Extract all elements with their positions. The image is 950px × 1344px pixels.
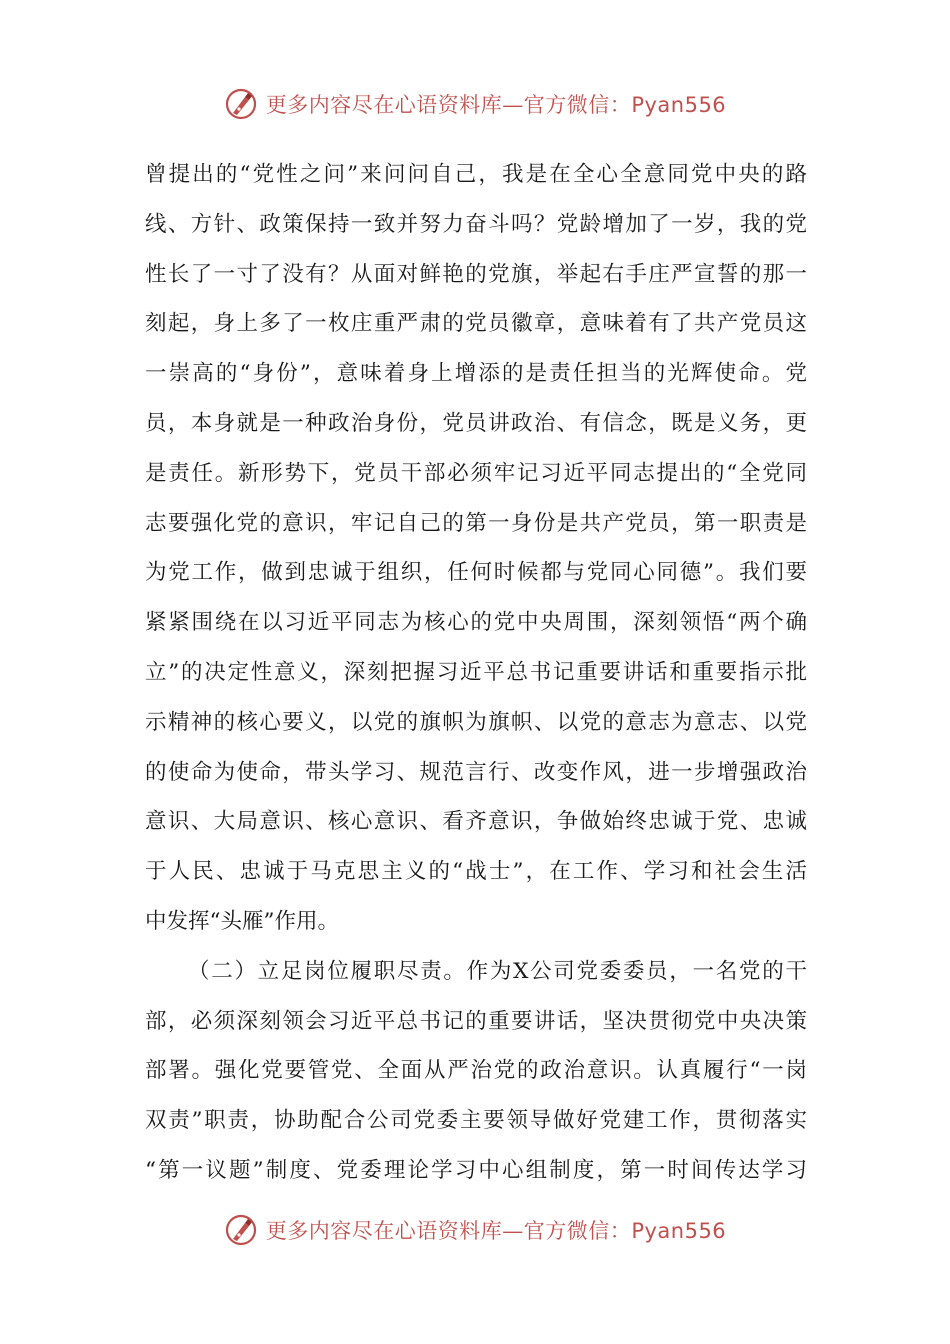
text-line: 曾提出的“党性之问”来问问自己，我是在全心全意同党中央的路 [145, 162, 807, 187]
text-line: 刻起，身上多了一枚庄重严肃的党员徽章，意味着有了共产党员这 [145, 311, 807, 337]
text-line: 紧紧围绕在以习近平同志为核心的党中央周围，深刻领悟“两个确 [145, 610, 807, 636]
text-line: 志要强化党的意识，牢记自己的第一身份是共产党员，第一职责是 [145, 510, 807, 536]
header-banner-id: Pyan556 [631, 93, 727, 117]
text-line: 性长了一寸了没有？从面对鲜艳的党旗，举起右手庄严宣誓的那一 [145, 261, 807, 287]
pen-nib-logo-icon [224, 1213, 258, 1247]
footer-banner-text: 更多内容尽在心语资料库—官方微信：Pyan556 [265, 1219, 727, 1243]
paragraph-end-line: 中发挥“头雁”作用。 [145, 908, 339, 934]
section-heading-line: （二）立足岗位履职尽责。作为X公司党委委员，一名党的干 [188, 958, 807, 984]
document-body [145, 150, 807, 1196]
pen-nib-logo-icon [224, 87, 258, 121]
text-line: 部，必须深刻领会习近平总书记的重要讲话，坚决贯彻党中央决策 [145, 1008, 807, 1034]
text-line: 示精神的核心要义，以党的旗帜为旗帜、以党的意志为意志、以党 [145, 709, 807, 735]
text-line: 的使命为使命，带头学习、规范言行、改变作风，进一步增强政治 [145, 759, 807, 785]
text-line: 意识、大局意识、核心意识、看齐意识，争做始终忠诚于党、忠诚 [145, 809, 807, 835]
footer-banner-id: Pyan556 [631, 1219, 727, 1243]
text-line: 线、方针、政策保持一致并努力奋斗吗？党龄增加了一岁，我的党 [145, 211, 807, 237]
text-line: 双责”职责，协助配合公司党委主要领导做好党建工作，贯彻落实 [145, 1108, 807, 1134]
text-line: 员，本身就是一种政治身份，党员讲政治、有信念，既是义务，更 [145, 410, 807, 436]
footer-banner [0, 1210, 950, 1250]
text-line: 立”的决定性意义，深刻把握习近平总书记重要讲话和重要指示批 [145, 659, 807, 685]
header-banner-text: 更多内容尽在心语资料库—官方微信：Pyan556 [265, 93, 727, 117]
text-line: 一崇高的“身份”，意味着身上增添的是责任担当的光辉使命。党 [145, 361, 807, 387]
header-banner [0, 84, 950, 124]
text-line: 部署。强化党要管党、全面从严治党的政治意识。认真履行“一岗 [145, 1058, 807, 1084]
text-line: 为党工作，做到忠诚于组织，任何时候都与党同心同德”。我们要 [145, 560, 807, 586]
text-line: “第一议题”制度、党委理论学习中心组制度，第一时间传达学习 [145, 1157, 807, 1183]
text-line: 是责任。新形势下，党员干部必须牢记习近平同志提出的“全党同 [145, 460, 807, 486]
text-line: 于人民、忠诚于马克思主义的“战士”，在工作、学习和社会生活 [145, 859, 807, 885]
